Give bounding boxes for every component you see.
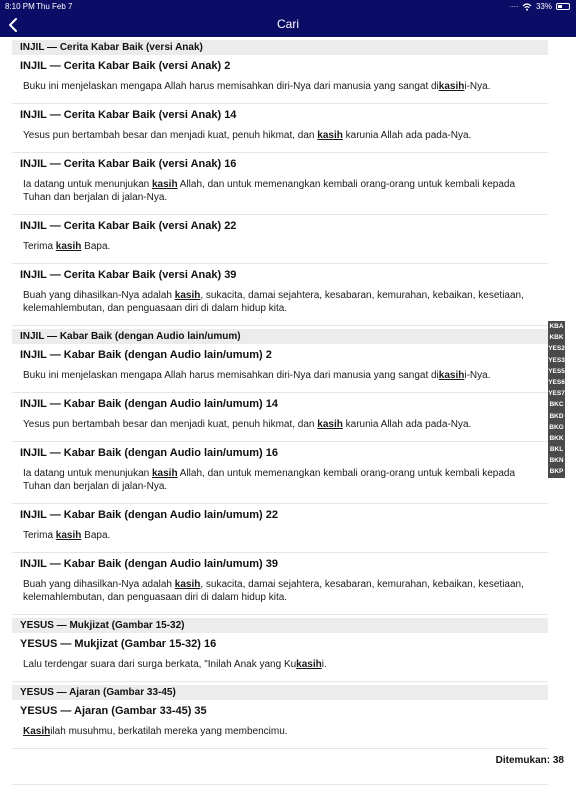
index-item[interactable]: BKG [549,423,564,431]
snippet-text-before: Ia datang untuk menunjukan [23,179,152,190]
result-row[interactable] [12,344,548,393]
section-header: YESUS — Mukjizat (Gambar 15-32) [12,618,548,633]
index-item[interactable]: KBK [549,334,564,342]
result-title: INJIL — Kabar Baik (dengan Audio lain/umum) 22 [20,509,278,521]
result-row[interactable] [12,504,548,553]
result-row[interactable] [12,553,548,615]
snippet-match-highlight: Kasih [23,726,51,737]
battery-percent: 33% [535,2,552,11]
footer-bar [0,752,576,768]
result-snippet [20,574,544,614]
snippet-text-before: Yesus pun bertambah besar dan menjadi kuat, penuh hikmat, dan [23,419,318,430]
snippet-match-highlight: kasih [55,530,82,541]
snippet-text-before: Buah yang dihasilkan-Nya adalah [23,290,175,301]
nav-bar [0,13,576,37]
snippet-text-after: karunia Allah ada pada-Nya. [342,130,472,141]
snippet-match-highlight: kasih [151,468,178,479]
section-header: INJIL — Cerita Kabar Baik (versi Anak) [12,40,548,55]
snippet-text-after: Allah, dan untuk memenangkan kembali orang-orang untuk kembali kepada Tuhan dan berjalan di jalan-Nya. [23,468,515,492]
snippet-text-before: Terima [23,241,56,252]
section-header: INJIL — Kabar Baik (dengan Audio lain/umum) [12,329,548,344]
snippet-text-before: Buku ini menjelaskan mengapa Allah harus memisahkan diri-Nya dari manusia yang sangat di [23,370,439,381]
result-row[interactable] [12,442,548,504]
battery-icon [556,3,570,10]
index-item[interactable]: YES6 [548,378,565,386]
index-item[interactable]: BKP [549,468,564,476]
result-row[interactable] [12,153,548,215]
index-item[interactable]: YES2 [548,345,565,353]
snippet-text-after: Bapa. [81,530,111,541]
index-item[interactable]: YES7 [548,390,565,398]
status-bar [0,0,576,13]
index-item[interactable]: KBA [549,323,564,330]
snippet-text-before: Terima [23,530,56,541]
snippet-text-before: Lalu terdengar suara dari surga berkata, "Inilah Anak yang Ku [23,659,297,670]
status-date: Thu Feb 7 [36,2,73,11]
result-row[interactable] [12,700,548,749]
snippet-match-highlight: kasih [317,419,343,430]
snippet-text-after: karunia Allah ada pada-Nya. [342,419,472,430]
snippet-text-before: Buah yang dihasilkan-Nya adalah [23,579,175,590]
result-row[interactable] [12,104,548,153]
snippet-text-after: i-Nya. [464,370,491,381]
index-item[interactable]: BKC [549,401,564,409]
result-title: INJIL — Cerita Kabar Baik (versi Anak) 14 [20,109,237,121]
snippet-text-after: i-Nya. [464,81,491,92]
result-title: INJIL — Kabar Baik (dengan Audio lain/umum) 39 [20,558,278,570]
section-header: YESUS — Ajaran (Gambar 33-45) [12,685,548,700]
result-snippet [20,654,544,681]
result-title: INJIL — Kabar Baik (dengan Audio lain/umum) 16 [20,447,278,459]
result-snippet [20,236,544,263]
result-snippet [20,414,544,441]
snippet-match-highlight: kasih [151,179,178,190]
result-snippet [20,125,544,152]
snippet-text-before: Buku ini menjelaskan mengapa Allah harus memisahkan diri-Nya dari manusia yang sangat di [23,81,439,92]
status-time: 8:10 PM [5,2,35,11]
index-item[interactable]: BKK [549,434,564,442]
status-right [510,2,570,11]
snippet-match-highlight: kasih [174,290,201,301]
index-item[interactable]: YES3 [548,356,565,364]
result-title: INJIL — Cerita Kabar Baik (versi Anak) 16 [20,158,237,170]
index-item[interactable]: BKL [549,446,564,454]
result-snippet [20,525,544,552]
result-snippet [20,721,544,748]
index-item[interactable]: BKD [549,412,564,420]
result-title: INJIL — Cerita Kabar Baik (versi Anak) 2 [20,60,231,72]
snippet-text-after: Bapa. [81,241,111,252]
snippet-text-before: Yesus pun bertambah besar dan menjadi kuat, penuh hikmat, dan [23,130,318,141]
result-snippet [20,174,544,214]
snippet-match-highlight: kasih [317,130,343,141]
snippet-text-before: Ia datang untuk menunjukan [23,468,152,479]
signal-icon: ····· [509,2,518,11]
result-title: INJIL — Cerita Kabar Baik (versi Anak) 22 [20,220,237,232]
result-count: Ditemukan: 38 [495,755,564,766]
snippet-text-after: , sukacita, damai sejahtera, kesabaran, kemurahan, kebaikan, kesetiaan, kelemahlembutan, dan penguasaan diri di dalam hidup kita. [23,579,524,603]
index-item[interactable]: BKN [549,457,564,465]
snippet-match-highlight: kasih [174,579,201,590]
snippet-match-highlight: kasih [438,81,465,92]
index-item[interactable]: YES5 [548,367,565,375]
snippet-match-highlight: kasih [438,370,465,381]
snippet-text-after: , sukacita, damai sejahtera, kesabaran, kemurahan, kebaikan, kesetiaan, kelemahlembutan, dan penguasaan diri di dalam hidup kita. [23,290,524,314]
result-row[interactable] [12,393,548,442]
snippet-text-after: Allah, dan untuk memenangkan kembali orang-orang untuk kembali kepada Tuhan dan berjalan di jalan-Nya. [23,179,515,203]
result-snippet [20,365,544,392]
result-row[interactable] [12,215,548,264]
section-index-bar[interactable] [548,321,565,478]
page-title: Cari [276,17,299,31]
wifi-icon [522,3,532,11]
result-row[interactable] [12,55,548,104]
result-snippet [20,770,544,784]
result-snippet [20,76,544,103]
result-title: INJIL — Cerita Kabar Baik (versi Anak) 39 [20,269,237,281]
result-snippet [20,285,544,325]
snippet-match-highlight: kasih [296,659,322,670]
result-row[interactable] [12,264,548,326]
result-title: YESUS — Ajaran (Gambar 33-45) 35 [20,705,207,717]
search-results-list[interactable] [0,37,576,748]
snippet-match-highlight: kasih [55,241,82,252]
snippet-text-after: i. [321,659,327,670]
snippet-text-after: ilah musuhmu, berkatilah mereka yang membencimu. [50,726,288,737]
result-row[interactable] [12,633,548,682]
result-title: INJIL — Kabar Baik (dengan Audio lain/umum) 2 [20,349,272,361]
result-snippet [20,463,544,503]
result-title: YESUS — Mukjizat (Gambar 15-32) 16 [20,638,217,650]
result-title: INJIL — Kabar Baik (dengan Audio lain/umum) 14 [20,398,278,410]
